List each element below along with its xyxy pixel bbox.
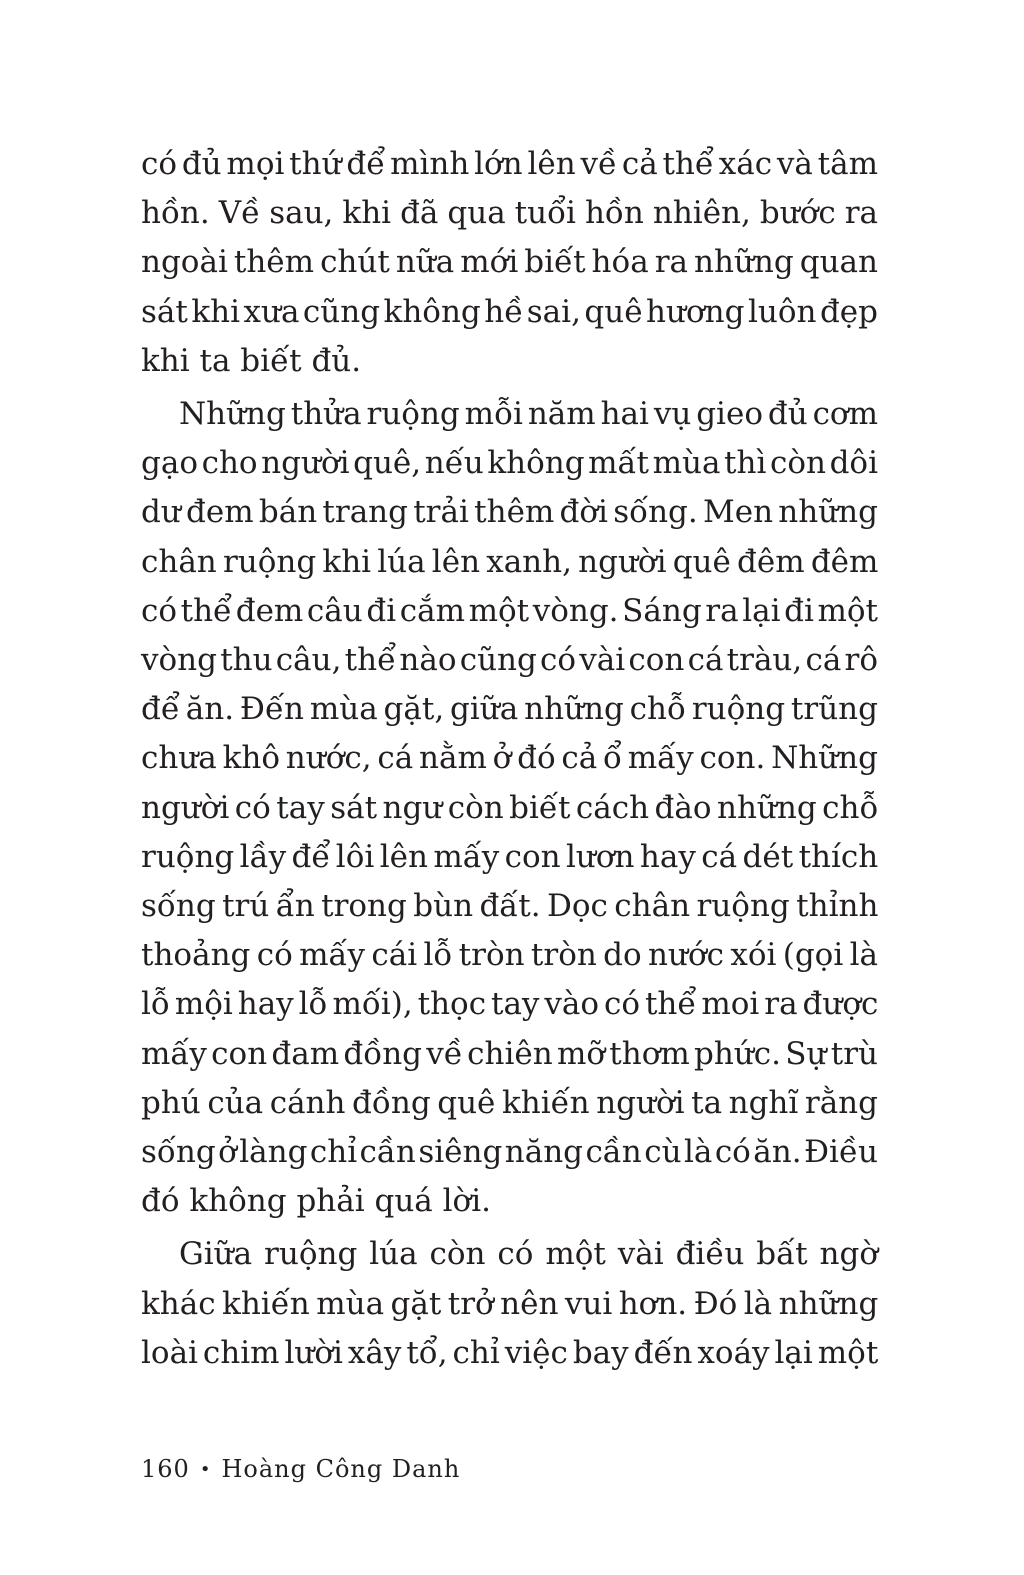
footer-separator: • (199, 1459, 212, 1480)
text-line: phú của cánh đồng quê khiến người ta nghĩ rằng (141, 1084, 878, 1121)
text-line: lỗ mội hay lỗ mối), thọc tay vào có thể moi ra được (141, 986, 879, 1023)
paragraph-2 (141, 390, 878, 1226)
text-line: vòng thu câu, thể nào cũng có vài con cá tràu, cá rô (141, 642, 878, 679)
text-line: gạo cho người quê, nếu không mất mùa thì còn dôi (141, 445, 878, 482)
text-line: hồn. Về sau, khi đã qua tuổi hồn nhiên, bước ra (141, 195, 878, 232)
text-line: sống trú ẩn trong bùn đất. Dọc chân ruộng thỉnh (141, 888, 879, 925)
text-line: chưa khô nước, cá nằm ở đó cả ổ mấy con. Những (141, 740, 878, 777)
author-name: Hoàng Công Danh (221, 1455, 461, 1483)
text-line: Những thửa ruộng mỗi năm hai vụ gieo đủ cơm (179, 396, 878, 433)
text-line: sát khi xưa cũng không hề sai, quê hương luôn đẹp (141, 293, 878, 330)
text-line: Giữa ruộng lúa còn có một vài điều bất ngờ (179, 1236, 878, 1273)
text-line: thoảng có mấy cái lỗ tròn tròn do nước xói (gọi là (141, 937, 878, 974)
text-line: có đủ mọi thứ để mình lớn lên về cả thể xác và tâm (141, 146, 878, 182)
paragraph-1 (141, 140, 878, 386)
text-line: chân ruộng khi lúa lên xanh, người quê đêm đêm (141, 543, 879, 580)
text-line: để ăn. Đến mùa gặt, giữa những chỗ ruộng trũng (141, 691, 878, 728)
text-line: khi ta biết đủ. (141, 342, 362, 379)
paragraph-3 (141, 1230, 878, 1378)
text-line: ruộng lầy để lôi lên mấy con lươn hay cá dét thích (141, 838, 879, 875)
text-line: có thể đem câu đi cắm một vòng. Sáng ra lại đi một (141, 592, 878, 629)
page-footer (141, 1453, 460, 1486)
text-line: sống ở làng chỉ cần siêng năng cần cù là có ăn. Điều (141, 1134, 878, 1171)
text-line: khác khiến mùa gặt trở nên vui hơn. Đó là những (141, 1285, 879, 1322)
page-number: 160 (141, 1455, 190, 1483)
page-body (141, 140, 878, 1382)
text-line: dư đem bán trang trải thêm đời sống. Men những (141, 494, 878, 531)
text-line: đó không phải quá lời. (141, 1183, 491, 1220)
text-line: ngoài thêm chút nữa mới biết hóa ra những quan (141, 244, 878, 281)
text-line: mấy con đam đồng về chiên mỡ thơm phức. Sự trù (141, 1035, 878, 1072)
text-line: loài chim lười xây tổ, chỉ việc bay đến xoáy lại một (141, 1334, 879, 1371)
text-line: người có tay sát ngư còn biết cách đào những chỗ (141, 789, 879, 826)
